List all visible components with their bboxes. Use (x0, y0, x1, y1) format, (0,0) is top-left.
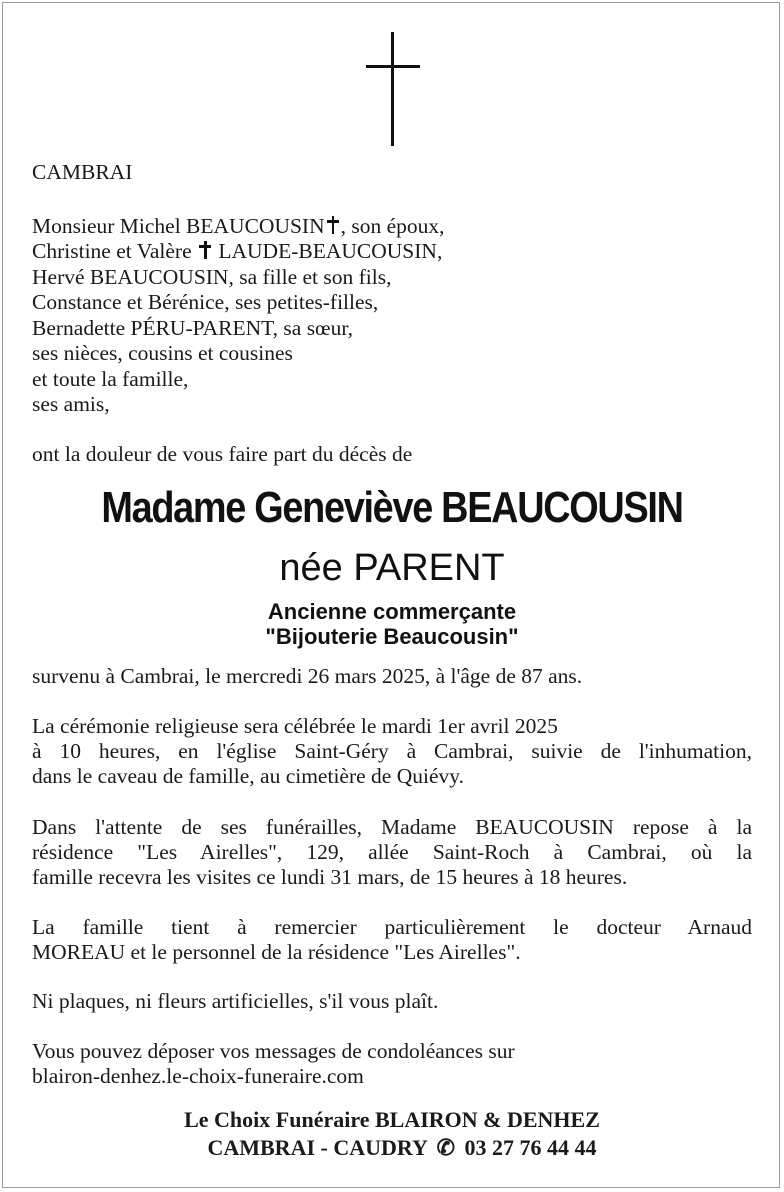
ceremony-paragraph: La cérémonie religieuse sera célébrée le mardi 1er avril 2025 à 10 heures, en l'église Saint-Géry à Cambrai, suivie de l'inhumation, dans le caveau de famille, au cimetière de Quiévy. (32, 714, 752, 788)
phone-number[interactable]: 03 27 76 44 44 (464, 1135, 597, 1160)
family-line-4: Constance et Bérénice, ses petites-filles, (32, 290, 379, 314)
family-line-7: et toute la famille, (32, 367, 189, 391)
thanks-paragraph: La famille tient à remercier particulièrement le docteur Arnaud MOREAU et le personnel de la résidence "Les Airelles". (32, 915, 752, 964)
phone-icon: ✆ (436, 1135, 456, 1160)
flowers-notice: Ni plaques, ni fleurs artificielles, s'il vous plaît. (32, 989, 439, 1013)
cross-icon (366, 32, 420, 146)
rest-paragraph: Dans l'attente de ses funérailles, Madame BEAUCOUSIN repose à la résidence "Les Airelles", 129, allée Saint-Roch à Cambrai, où la famille recevra les visites ce lundi 31 mars, de 15 heures à 18 heures. (32, 815, 752, 889)
family-line-1: Monsieur Michel BEAUCOUSIN , son époux, (32, 214, 445, 238)
condolences-line-1: Vous pouvez déposer vos messages de condoléances sur (32, 1039, 515, 1063)
family-line-5: Bernadette PÉRU-PARENT, sa sœur, (32, 316, 354, 340)
profession-line-1: Ancienne commerçante (267, 599, 517, 624)
family-line-2: Christine et Valère LAUDE-BEAUCOUSIN, (32, 239, 443, 263)
cross-icon (327, 216, 339, 234)
cross-icon (199, 241, 211, 259)
footer-contact: CAMBRAI - CAUDRY ✆ 03 27 76 44 44 (207, 1135, 597, 1160)
maiden-name: née PARENT (279, 547, 505, 589)
family-line-8: ses amis, (32, 392, 110, 416)
death-notice: survenu à Cambrai, le mercredi 26 mars 2025, à l'âge de 87 ans. (32, 664, 583, 688)
profession-line-2: "Bijouterie Beaucousin" (265, 624, 519, 649)
city-heading: CAMBRAI (32, 160, 133, 184)
deceased-name: Madame Geneviève BEAUCOUSIN (101, 483, 683, 532)
family-line-6: ses nièces, cousins et cousines (32, 341, 293, 365)
announcement-text: ont la douleur de vous faire part du décès de (32, 442, 413, 466)
condolences-link[interactable]: blairon-denhez.le-choix-funeraire.com (32, 1064, 364, 1088)
footer-company: Le Choix Funéraire BLAIRON & DENHEZ (184, 1107, 600, 1132)
family-line-3: Hervé BEAUCOUSIN, sa fille et son fils, (32, 265, 392, 289)
